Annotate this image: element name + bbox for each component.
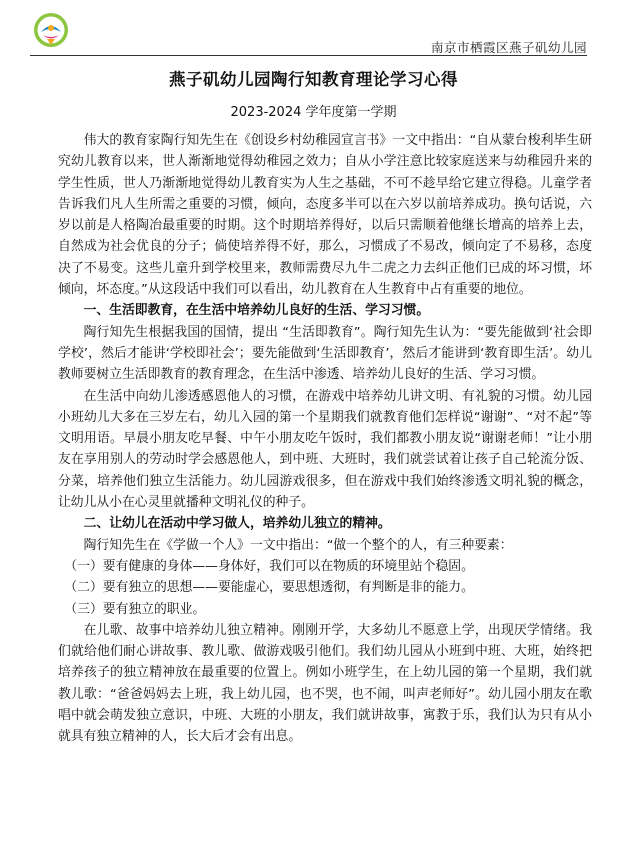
school-name: 南京市栖霞区燕子矶幼儿园	[430, 40, 587, 55]
page-subtitle: 2023-2024 学年度第一学期	[230, 105, 397, 120]
paragraph: 在生活中向幼儿渗透感恩他人的习惯，在游戏中培养幼儿讲文明、有礼貌的习惯。幼儿园小班幼儿大多在三岁左右，幼儿入园的第一个星期我们就教育他们怎样说“谢谢”、“对不起”等文明用语。早晨小朋友吃早餐、中午小朋友吃午饭时，我们都教小朋友说“谢谢老师！”让小朋友在享用别人的劳动时学会感恩他人，到中班、大班时，我们就尝试着让孩子自己轮流分饭、分菜，培养他们独立生活能力。幼儿园游戏很多，但在游戏中我们始终渗透文明礼貌的概念，让幼儿从小在心灵里就播种文明礼仪的种子。	[58, 388, 592, 511]
kindergarten-logo-icon	[33, 12, 69, 48]
paragraph-intro: 伟大的教育家陶行知先生在《创设乡村幼稚园宣言书》一文中指出：“自从蒙台梭利毕生研究幼儿教育以来，世人渐渐地觉得幼稚园之效力；自从小学注意比较家庭送来与幼稚园升来的学生性质，世人乃渐渐地觉得幼儿教育实为人生之基础，不可不趁早给它建立得稳。儿童学者告诉我们凡人生所需之重要的习惯，倾向，态度多半可以在六岁以前培养成功。换句话说，六岁以前是人格陶冶最重要的时期。这个时期培养得好，以后只需顺着他继长增高的培养上去，自然成为社会优良的分子；倘使培养得不好，那么，习惯成了不易改，倾向定了不易移，态度决了不易变。这些儿童升到学校里来，教师需费尽九牛二虎之力去纠正他们已成的坏习惯，坏倾向，坏态度。”从这段话中我们可以看出，幼儿教育在人生教育中占有重要的地位。	[58, 133, 592, 298]
paragraph: 陶行知先生在《学做一个人》一文中指出：“做一个整个的人，有三种要素：	[83, 537, 513, 553]
list-item: （二）要有独立的思想——要能虚心，要思想透彻，有判断是非的能力。	[64, 580, 474, 596]
list-item: （三）要有独立的职业。	[64, 601, 206, 617]
paragraph: 陶行知先生根据我国的国情，提出 “生活即教育”。陶行知先生认为：“要先能做到‘社会即学校’，然后才能讲‘学校即社会’；要先能做到‘生活即教育’，然后才能讲到‘教育即生活’。幼儿教师要树立生活即教育的教育理念，在生活中渗透、培养幼儿良好的生活、学习习惯。	[58, 324, 592, 383]
page-title: 燕子矶幼儿园陶行知教育理论学习心得	[169, 70, 458, 89]
document-body	[58, 130, 592, 748]
list-item: （一）要有健康的身体——身体好，我们可以在物质的环境里站个稳固。	[64, 558, 474, 574]
paragraph: 在儿歌、故事中培养幼儿独立精神。刚刚开学，大多幼儿不愿意上学，出现厌学情绪。我们就给他们耐心讲故事、教儿歌、做游戏吸引他们。我们幼儿园从小班到中班、大班，始终把培养孩子的独立精神放在最重要的位置上。例如小班学生，在上幼儿园的第一个星期，我们就教儿歌：“爸爸妈妈去上班，我上幼儿园，也不哭，也不闹，叫声老师好”。幼儿园小朋友在歌唱中就会萌发独立意识，中班、大班的小朋友，我们就讲故事，寓教于乐，我们认为只有从小就具有独立精神的人，长大后才会有出息。	[58, 622, 592, 745]
section-heading-1: 一、生活即教育，在生活中培养幼儿良好的生活、学习习惯。	[83, 303, 430, 319]
header-divider	[30, 55, 587, 56]
section-heading-2: 二、让幼儿在活动中学习做人，培养幼儿独立的精神。	[83, 516, 391, 532]
